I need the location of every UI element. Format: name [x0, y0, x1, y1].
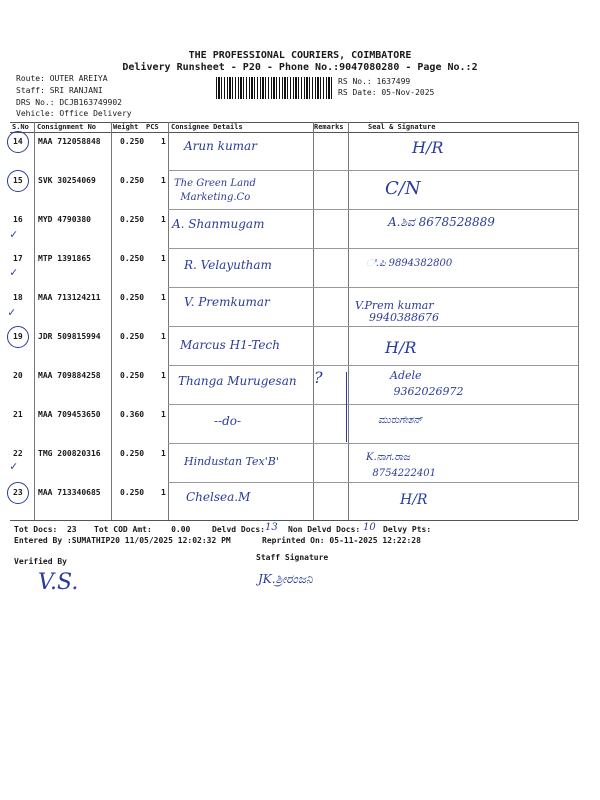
staff-label: Staff: SRI RANJANI [16, 86, 103, 95]
row-pcs: 1 [161, 215, 166, 224]
row-consignee: Arun kumar [184, 139, 257, 153]
entered-by: Entered By :SUMATHIP20 11/05/2025 12:02:32 PM [14, 536, 231, 545]
row-sno: 16 [13, 215, 23, 224]
row-signature: H/R [385, 338, 417, 357]
row-consignee: R. Velayutham [184, 258, 272, 272]
row-consignee: The Green Land Marketing.Co [174, 178, 256, 203]
row-consignment: MAA 709453650 [38, 410, 101, 419]
row-signature: H/R [412, 138, 444, 157]
non-delivered-docs-value: 10 [363, 522, 376, 533]
row-consignment: MYD 4790380 [38, 215, 91, 224]
row-weight: 0.250 [120, 371, 145, 380]
row-sno: 20 [13, 371, 23, 380]
row-consignee: --do- [214, 414, 242, 428]
row-weight: 0.250 [120, 488, 145, 497]
staff-signature-label: Staff Signature [256, 553, 329, 562]
col-header-signature: Seal & Signature [368, 123, 436, 131]
row-consignee: Thanga Murugesan [178, 374, 297, 388]
tick-mark: ✓ [10, 459, 18, 473]
bracket-line [346, 372, 347, 442]
row-weight: 0.250 [120, 293, 145, 302]
circle-mark [7, 326, 29, 348]
row-weight: 0.250 [120, 254, 145, 263]
row-signature: A.ಶಿವ 8678528889 [388, 215, 495, 229]
barcode [216, 77, 332, 99]
circle-mark [7, 131, 29, 153]
row-pcs: 1 [161, 176, 166, 185]
verifier-signature: V.S. [38, 570, 79, 595]
row-consignee: V. Premkumar [184, 295, 270, 309]
row-weight: 0.360 [120, 410, 145, 419]
row-signature: H/R [400, 492, 428, 508]
row-consignment: TMG 200820316 [38, 449, 101, 458]
tick-mark: ✓ [10, 227, 18, 241]
col-header-consignee: Consignee Details [171, 123, 243, 131]
rs-number: RS No.: 1637499 [338, 77, 411, 86]
col-header-consignment: Consignment No [37, 123, 97, 131]
staff-signature: JK.ಶ್ರೀರಂಜನಿ [258, 572, 313, 586]
row-signature: C/N [385, 178, 421, 199]
circle-mark [7, 482, 29, 504]
row-consignment: MAA 712058848 [38, 137, 101, 146]
row-sno: 18 [13, 293, 23, 302]
total-cod: Tot COD Amt: 0.00 [94, 525, 191, 534]
bracket-mark: ? [314, 368, 323, 387]
tick-mark: ✓ [8, 305, 16, 319]
row-consignment: MAA 713124211 [38, 293, 101, 302]
col-header-remarks: Remarks [314, 123, 344, 131]
row-signature: V.Prem kumar 9940388676 [355, 299, 439, 324]
row-pcs: 1 [161, 449, 166, 458]
row-sno: 17 [13, 254, 23, 263]
reprinted-on: Reprinted On: 05-11-2025 12:22:28 [262, 536, 421, 545]
col-header-weight: Weight [113, 123, 139, 131]
row-sno: 23 [13, 488, 23, 497]
row-pcs: 1 [161, 488, 166, 497]
col-header-pcs: PCS [146, 123, 159, 131]
circle-mark [7, 170, 29, 192]
row-pcs: 1 [161, 332, 166, 341]
row-pcs: 1 [161, 137, 166, 146]
row-weight: 0.250 [120, 176, 145, 185]
route-label: Route: OUTER AREIYA [16, 74, 108, 83]
row-signature: ಮುರುಗೇಶನ್ [378, 415, 423, 426]
drs-label: DRS No.: DCJB163749902 [16, 98, 122, 107]
col-header-sno: S.No [12, 123, 29, 131]
non-delivered-docs-label: Non Delvd Docs: [288, 525, 361, 534]
row-consignment: MAA 713340685 [38, 488, 101, 497]
row-consignment: MAA 709884258 [38, 371, 101, 380]
row-pcs: 1 [161, 410, 166, 419]
row-pcs: 1 [161, 293, 166, 302]
total-docs: Tot Docs: 23 [14, 525, 77, 534]
row-signature: Adele 9362026972 [390, 369, 464, 398]
row-weight: 0.250 [120, 449, 145, 458]
row-signature: ಿ.ಪಿ 9894382800 [366, 258, 453, 269]
rs-date: RS Date: 05-Nov-2025 [338, 88, 435, 97]
row-signature: K.ನಾಗ.ರಾಜ 8754222401 [366, 452, 436, 479]
row-weight: 0.250 [120, 332, 145, 341]
row-consignee: Marcus H1-Tech [180, 338, 280, 352]
row-pcs: 1 [161, 371, 166, 380]
verified-by-label: Verified By [14, 557, 67, 566]
delivery-points-label: Delvy Pts: [383, 525, 432, 534]
row-sno: 14 [13, 137, 23, 146]
row-sno: 15 [13, 176, 23, 185]
row-sno: 22 [13, 449, 23, 458]
row-consignee: A. Shanmugam [172, 217, 265, 231]
row-consignee: Hindustan Tex'B' [184, 455, 279, 468]
row-sno: 21 [13, 410, 23, 419]
delivered-docs-value: 13 [265, 522, 278, 533]
row-weight: 0.250 [120, 215, 145, 224]
row-consignee: Chelsea.M [186, 490, 251, 504]
row-pcs: 1 [161, 254, 166, 263]
row-weight: 0.250 [120, 137, 145, 146]
row-consignment: SVK 30254069 [38, 176, 96, 185]
row-consignment: MTP 1391865 [38, 254, 91, 263]
delivered-docs-label: Delvd Docs: [212, 525, 265, 534]
row-sno: 19 [13, 332, 23, 341]
company-title: THE PROFESSIONAL COURIERS, COIMBATORE [188, 50, 412, 61]
vehicle-label: Vehicle: Office Delivery [16, 109, 132, 118]
tick-mark: ✓ [10, 265, 18, 279]
runsheet-subtitle: Delivery Runsheet - P20 - Phone No.:9047080280 - Page No.:2 [122, 62, 478, 73]
row-consignment: JDR 509815994 [38, 332, 101, 341]
